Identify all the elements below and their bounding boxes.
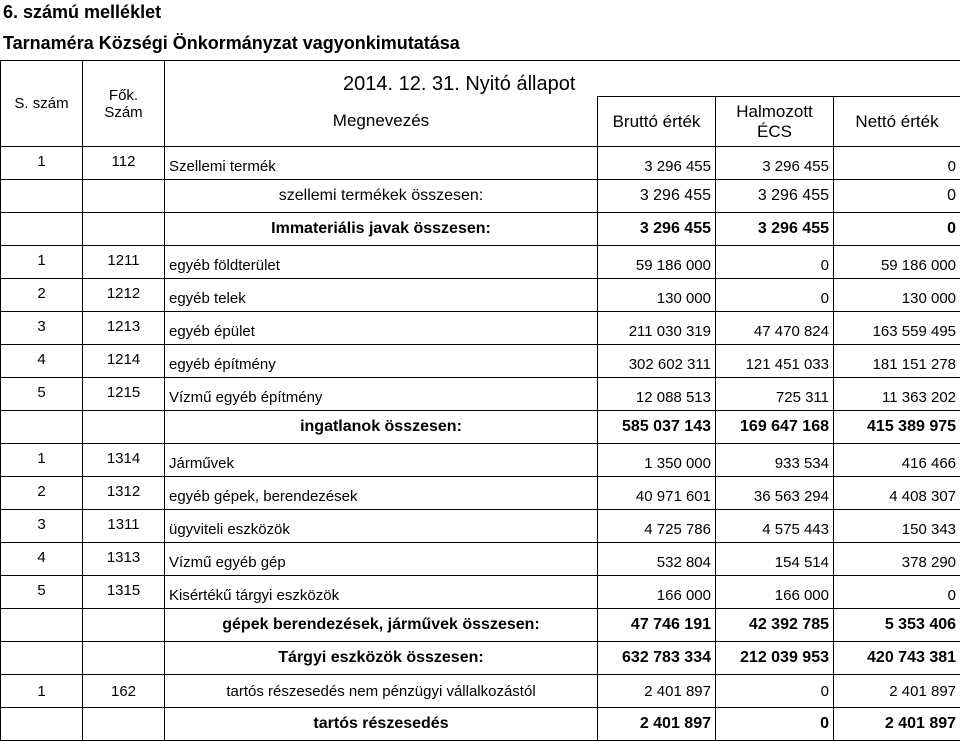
cell-brutto: 302 602 311 [598, 345, 716, 378]
col-header-netto: Nettó érték [834, 97, 960, 147]
table-row [1, 576, 960, 609]
cell-halmozott: 3 296 455 [716, 213, 834, 246]
cell-s-szam [1, 609, 83, 642]
cell-s-szam: 4 [1, 543, 83, 576]
cell-netto: 378 290 [834, 543, 960, 576]
table-row [1, 675, 960, 708]
table-row [1, 444, 960, 477]
cell-brutto: 3 296 455 [598, 213, 716, 246]
col-header-fok-szam: Fők. Szám [83, 61, 165, 147]
cell-halmozott: 0 [716, 246, 834, 279]
cell-brutto: 130 000 [598, 279, 716, 312]
table-row [1, 411, 960, 444]
cell-brutto: 2 401 897 [598, 708, 716, 741]
cell-brutto: 2 401 897 [598, 675, 716, 708]
cell-fok-szam: 1312 [83, 477, 165, 510]
table-row [1, 147, 960, 180]
cell-fok-szam: 162 [83, 675, 165, 708]
table-row [1, 378, 960, 411]
cell-halmozott: 42 392 785 [716, 609, 834, 642]
cell-s-szam: 1 [1, 444, 83, 477]
cell-fok-szam [83, 180, 165, 213]
cell-fok-szam: 1314 [83, 444, 165, 477]
cell-halmozott: 0 [716, 708, 834, 741]
cell-netto: 59 186 000 [834, 246, 960, 279]
annex-number: 6. számú melléklet [3, 2, 162, 22]
cell-halmozott: 933 534 [716, 444, 834, 477]
table-row [1, 609, 960, 642]
table-row [1, 180, 960, 213]
cell-s-szam: 5 [1, 576, 83, 609]
cell-s-szam: 1 [1, 147, 83, 180]
cell-megnevezes: ingatlanok összesen: [165, 411, 598, 444]
cell-fok-szam [83, 708, 165, 741]
cell-brutto: 3 296 455 [598, 180, 716, 213]
cell-brutto: 1 350 000 [598, 444, 716, 477]
col-header-s-szam: S. szám [1, 61, 83, 147]
cell-fok-szam: 1215 [83, 378, 165, 411]
asset-table [0, 60, 960, 741]
cell-netto: 415 389 975 [834, 411, 960, 444]
cell-halmozott: 166 000 [716, 576, 834, 609]
cell-netto: 163 559 495 [834, 312, 960, 345]
cell-s-szam [1, 213, 83, 246]
cell-s-szam [1, 708, 83, 741]
cell-megnevezes: tartós részesedés [165, 708, 598, 741]
cell-megnevezes: egyéb földterület [165, 246, 598, 279]
table-row [1, 543, 960, 576]
cell-netto: 2 401 897 [834, 708, 960, 741]
cell-netto: 0 [834, 576, 960, 609]
cell-halmozott: 36 563 294 [716, 477, 834, 510]
col-header-megnevezes: Megnevezés [165, 97, 598, 147]
cell-fok-szam: 1311 [83, 510, 165, 543]
cell-brutto: 532 804 [598, 543, 716, 576]
cell-s-szam: 3 [1, 312, 83, 345]
cell-halmozott: 4 575 443 [716, 510, 834, 543]
cell-megnevezes: tartós részesedés nem pénzügyi vállalkozástól [165, 675, 598, 708]
cell-s-szam: 3 [1, 510, 83, 543]
cell-netto: 0 [834, 180, 960, 213]
cell-halmozott: 154 514 [716, 543, 834, 576]
cell-fok-szam [83, 213, 165, 246]
cell-netto: 420 743 381 [834, 642, 960, 675]
cell-halmozott: 0 [716, 279, 834, 312]
cell-brutto: 166 000 [598, 576, 716, 609]
cell-megnevezes: Tárgyi eszközök összesen: [165, 642, 598, 675]
cell-s-szam [1, 180, 83, 213]
cell-megnevezes: gépek berendezések, járművek összesen: [165, 609, 598, 642]
table-row [1, 510, 960, 543]
cell-fok-szam [83, 411, 165, 444]
cell-halmozott: 169 647 168 [716, 411, 834, 444]
table-row [1, 708, 960, 741]
cell-halmozott: 725 311 [716, 378, 834, 411]
col-header-halmozott: Halmozott ÉCS [716, 97, 834, 147]
cell-fok-szam: 1212 [83, 279, 165, 312]
cell-megnevezes: szellemi termékek összesen: [165, 180, 598, 213]
cell-megnevezes: Immateriális javak összesen: [165, 213, 598, 246]
cell-halmozott: 121 451 033 [716, 345, 834, 378]
cell-megnevezes: egyéb gépek, berendezések [165, 477, 598, 510]
cell-megnevezes: egyéb épület [165, 312, 598, 345]
cell-fok-szam: 1313 [83, 543, 165, 576]
cell-megnevezes: egyéb telek [165, 279, 598, 312]
cell-netto: 150 343 [834, 510, 960, 543]
cell-brutto: 3 296 455 [598, 147, 716, 180]
cell-megnevezes: egyéb építmény [165, 345, 598, 378]
cell-halmozott: 47 470 824 [716, 312, 834, 345]
cell-brutto: 4 725 786 [598, 510, 716, 543]
cell-brutto: 211 030 319 [598, 312, 716, 345]
cell-megnevezes: Vízmű egyéb gép [165, 543, 598, 576]
cell-s-szam: 2 [1, 477, 83, 510]
table-row [1, 642, 960, 675]
table-row [1, 345, 960, 378]
cell-brutto: 59 186 000 [598, 246, 716, 279]
cell-halmozott: 3 296 455 [716, 147, 834, 180]
cell-s-szam: 1 [1, 246, 83, 279]
cell-netto: 4 408 307 [834, 477, 960, 510]
table-row [1, 246, 960, 279]
document-title: Tarnaméra Községi Önkormányzat vagyonkimutatása [3, 33, 460, 53]
cell-megnevezes: ügyviteli eszközök [165, 510, 598, 543]
cell-fok-szam: 1213 [83, 312, 165, 345]
cell-s-szam: 5 [1, 378, 83, 411]
cell-s-szam: 2 [1, 279, 83, 312]
cell-netto: 0 [834, 147, 960, 180]
cell-megnevezes: Vízmű egyéb építmény [165, 378, 598, 411]
cell-brutto: 40 971 601 [598, 477, 716, 510]
cell-netto: 181 151 278 [834, 345, 960, 378]
cell-netto: 2 401 897 [834, 675, 960, 708]
cell-netto: 11 363 202 [834, 378, 960, 411]
cell-s-szam [1, 411, 83, 444]
col-header-brutto: Bruttó érték [598, 97, 716, 147]
table-row [1, 213, 960, 246]
table-row [1, 477, 960, 510]
cell-fok-szam [83, 642, 165, 675]
table-row [1, 312, 960, 345]
cell-brutto: 632 783 334 [598, 642, 716, 675]
cell-brutto: 585 037 143 [598, 411, 716, 444]
cell-fok-szam: 1315 [83, 576, 165, 609]
cell-s-szam: 1 [1, 675, 83, 708]
cell-megnevezes: Kisértékű tárgyi eszközök [165, 576, 598, 609]
cell-megnevezes: Járművek [165, 444, 598, 477]
cell-halmozott: 3 296 455 [716, 180, 834, 213]
cell-fok-szam [83, 609, 165, 642]
cell-s-szam [1, 642, 83, 675]
table-row [1, 279, 960, 312]
cell-brutto: 47 746 191 [598, 609, 716, 642]
cell-netto: 416 466 [834, 444, 960, 477]
cell-fok-szam: 112 [83, 147, 165, 180]
cell-fok-szam: 1214 [83, 345, 165, 378]
cell-megnevezes: Szellemi termék [165, 147, 598, 180]
cell-netto: 130 000 [834, 279, 960, 312]
cell-brutto: 12 088 513 [598, 378, 716, 411]
cell-halmozott: 0 [716, 675, 834, 708]
cell-netto: 5 353 406 [834, 609, 960, 642]
cell-netto: 0 [834, 213, 960, 246]
cell-halmozott: 212 039 953 [716, 642, 834, 675]
cell-s-szam: 4 [1, 345, 83, 378]
cell-fok-szam: 1211 [83, 246, 165, 279]
date-heading: 2014. 12. 31. Nyitó állapot [165, 61, 960, 97]
